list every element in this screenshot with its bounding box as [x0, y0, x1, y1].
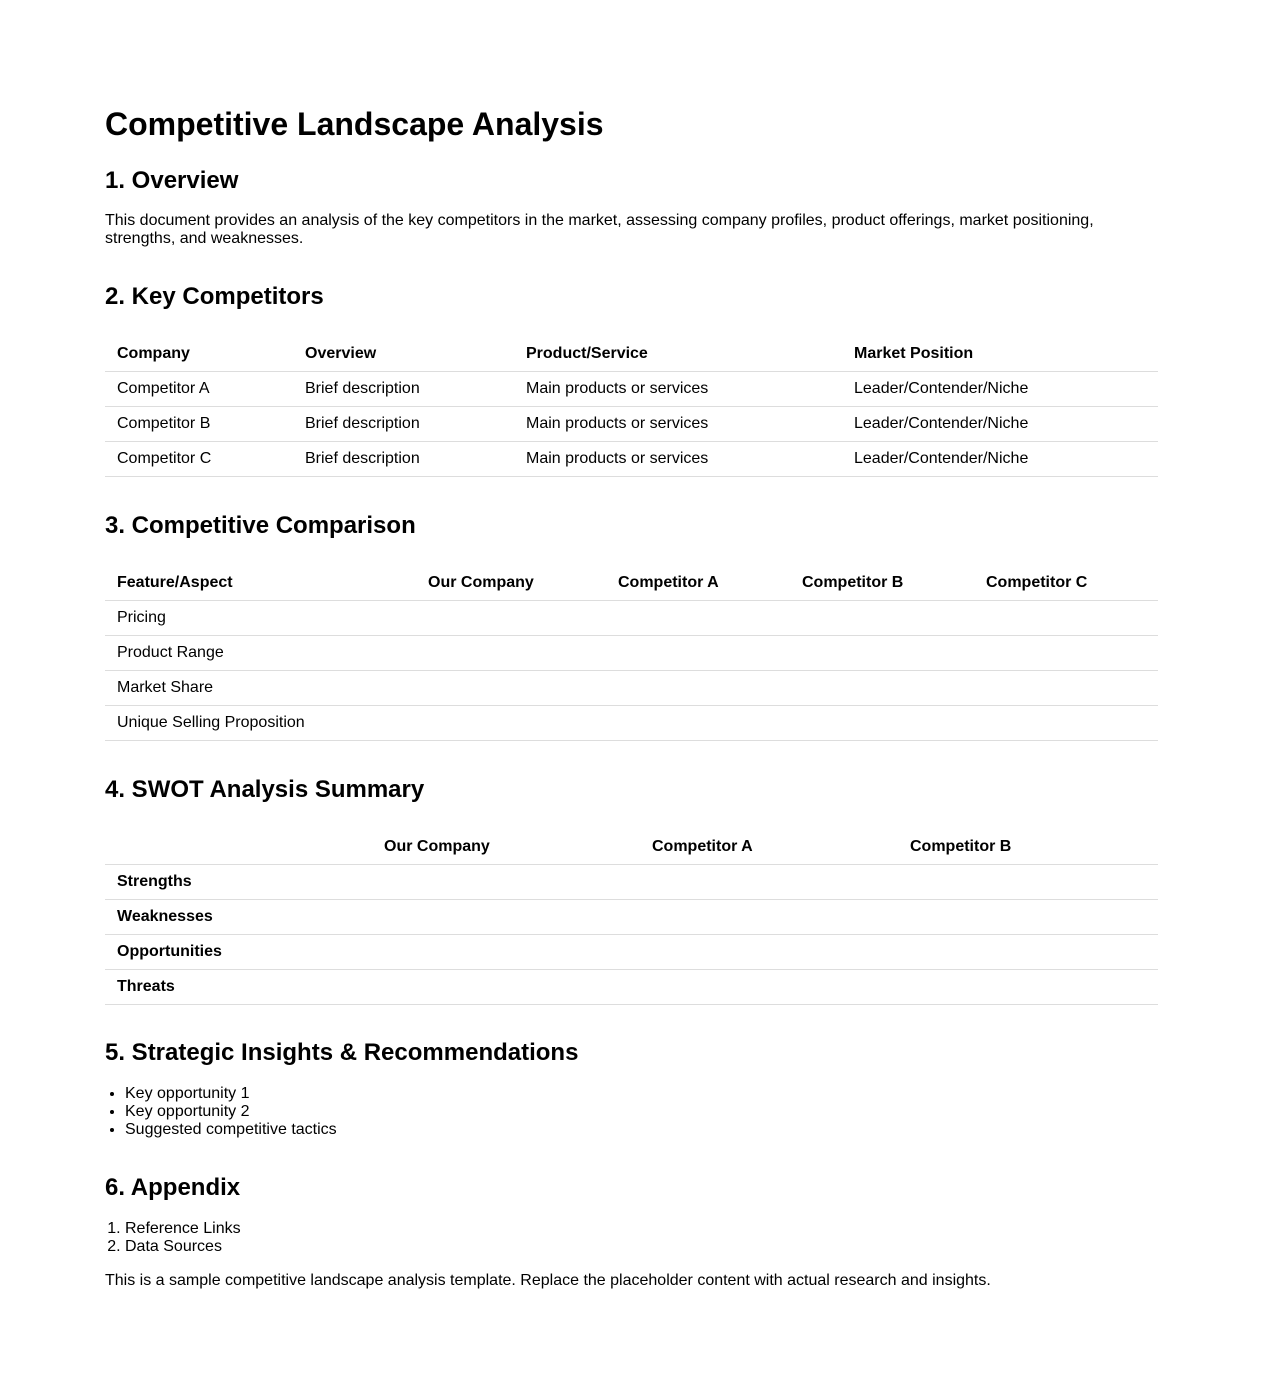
overview-text: This document provides an analysis of the key competitors in the market, assessing company profiles, product offerings, market positioning, strengths, and weaknesses. — [105, 212, 1094, 247]
strategic-heading: 5. Strategic Insights & Recommendations — [105, 1039, 579, 1066]
cell-feature: Product Range — [105, 636, 416, 671]
cell-company: Competitor B — [105, 407, 293, 442]
table-row — [105, 900, 1158, 935]
cell-competitor-a — [606, 706, 790, 741]
cell-product: Main products or services — [514, 442, 842, 477]
column-header-empty — [105, 830, 372, 865]
footer-note: This is a sample competitive landscape analysis template. Replace the placeholder content with actual research and insights. — [105, 1272, 991, 1289]
list-item: 1. Reference Links — [125, 1220, 1158, 1238]
cell-competitor-a — [606, 671, 790, 706]
cell-competitor-c — [974, 636, 1158, 671]
comparison-table — [105, 566, 1158, 741]
section-appendix — [105, 1173, 1158, 1290]
column-header: Feature/Aspect — [105, 566, 416, 601]
table-row — [105, 706, 1158, 741]
column-header: Product/Service — [514, 337, 842, 372]
table-row — [105, 601, 1158, 636]
table-row — [105, 372, 1158, 407]
cell-competitor-b — [898, 970, 1158, 1005]
cell-product: Main products or services — [514, 407, 842, 442]
comparison-heading: 3. Competitive Comparison — [105, 512, 416, 539]
cell-competitor-b — [790, 636, 974, 671]
section-swot — [105, 775, 1158, 1005]
cell-competitor-a — [606, 636, 790, 671]
cell-overview: Brief description — [293, 372, 514, 407]
cell-competitor-b — [898, 865, 1158, 900]
strategic-list — [105, 1085, 1158, 1139]
cell-competitor-a — [640, 900, 898, 935]
cell-feature: Market Share — [105, 671, 416, 706]
cell-competitor-a — [640, 970, 898, 1005]
row-header-weaknesses: Weaknesses — [105, 900, 372, 935]
swot-heading: 4. SWOT Analysis Summary — [105, 776, 425, 803]
section-overview — [105, 166, 1158, 248]
page-title: Competitive Landscape Analysis — [105, 106, 604, 142]
cell-competitor-a — [640, 865, 898, 900]
overview-heading: 1. Overview — [105, 167, 239, 194]
cell-market-position: Leader/Contender/Niche — [842, 442, 1158, 477]
cell-market-position: Leader/Contender/Niche — [842, 372, 1158, 407]
cell-product: Main products or services — [514, 372, 842, 407]
section-strategic-insights — [105, 1038, 1158, 1139]
column-header: Our Company — [372, 830, 640, 865]
table-header-row — [105, 566, 1158, 601]
cell-competitor-b — [790, 671, 974, 706]
appendix-heading: 6. Appendix — [105, 1174, 241, 1201]
swot-table — [105, 830, 1158, 1005]
table-row — [105, 407, 1158, 442]
column-header: Competitor C — [974, 566, 1158, 601]
cell-competitor-c — [974, 671, 1158, 706]
column-header: Competitor B — [790, 566, 974, 601]
table-row — [105, 636, 1158, 671]
list-item: • Suggested competitive tactics — [125, 1121, 1158, 1139]
table-row — [105, 671, 1158, 706]
cell-our-company — [416, 636, 606, 671]
section-key-competitors — [105, 282, 1158, 477]
row-header-threats: Threats — [105, 970, 372, 1005]
row-header-opportunities: Opportunities — [105, 935, 372, 970]
key-competitors-table — [105, 337, 1158, 477]
cell-feature: Unique Selling Proposition — [105, 706, 416, 741]
key-competitors-heading: 2. Key Competitors — [105, 283, 324, 310]
cell-our-company — [372, 935, 640, 970]
table-row — [105, 935, 1158, 970]
column-header: Overview — [293, 337, 514, 372]
cell-competitor-a — [640, 935, 898, 970]
cell-company: Competitor A — [105, 372, 293, 407]
cell-competitor-a — [606, 601, 790, 636]
cell-competitor-b — [898, 900, 1158, 935]
cell-competitor-c — [974, 601, 1158, 636]
cell-our-company — [372, 970, 640, 1005]
column-header: Market Position — [842, 337, 1158, 372]
cell-competitor-b — [898, 935, 1158, 970]
list-item: • Key opportunity 1 — [125, 1085, 1158, 1103]
table-header-row — [105, 830, 1158, 865]
cell-our-company — [372, 865, 640, 900]
row-header-strengths: Strengths — [105, 865, 372, 900]
cell-competitor-c — [974, 706, 1158, 741]
section-competitive-comparison — [105, 511, 1158, 741]
cell-our-company — [416, 671, 606, 706]
column-header: Our Company — [416, 566, 606, 601]
cell-our-company — [416, 706, 606, 741]
list-item: • Key opportunity 2 — [125, 1103, 1158, 1121]
cell-company: Competitor C — [105, 442, 293, 477]
cell-competitor-b — [790, 706, 974, 741]
cell-overview: Brief description — [293, 407, 514, 442]
cell-our-company — [372, 900, 640, 935]
column-header: Competitor B — [898, 830, 1158, 865]
table-row — [105, 970, 1158, 1005]
column-header: Competitor A — [606, 566, 790, 601]
cell-feature: Pricing — [105, 601, 416, 636]
list-item: 2. Data Sources — [125, 1238, 1158, 1256]
cell-our-company — [416, 601, 606, 636]
appendix-list — [105, 1220, 1158, 1256]
cell-competitor-b — [790, 601, 974, 636]
table-header-row — [105, 337, 1158, 372]
cell-overview: Brief description — [293, 442, 514, 477]
table-row — [105, 865, 1158, 900]
cell-market-position: Leader/Contender/Niche — [842, 407, 1158, 442]
table-row — [105, 442, 1158, 477]
column-header: Company — [105, 337, 293, 372]
column-header: Competitor A — [640, 830, 898, 865]
